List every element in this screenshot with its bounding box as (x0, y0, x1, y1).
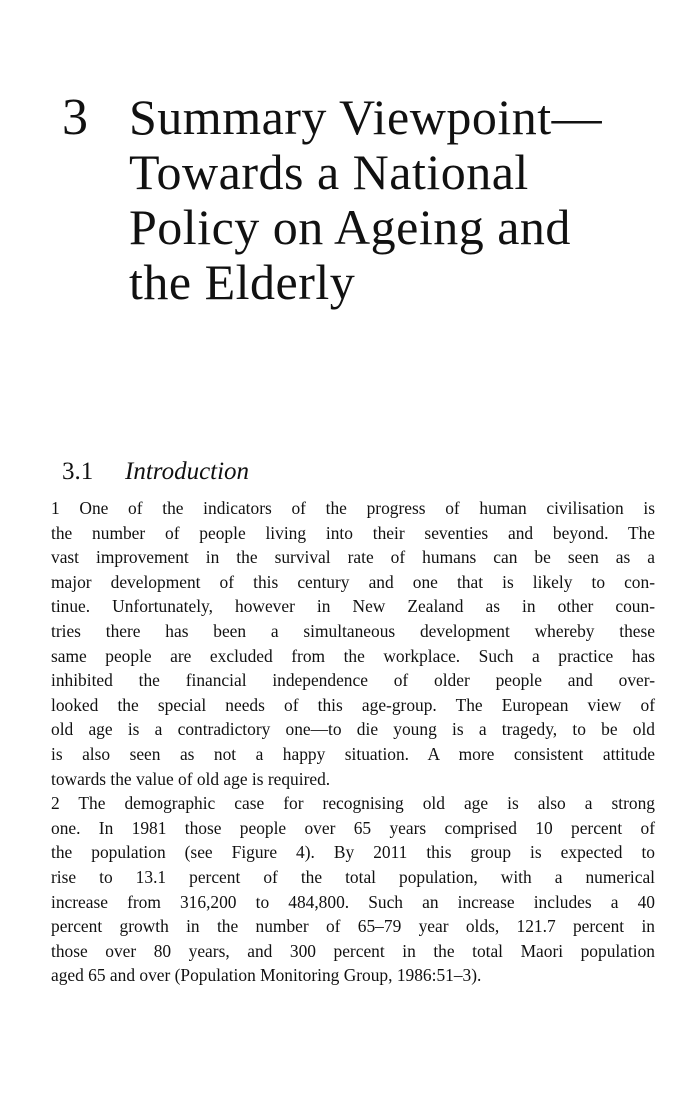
body-text (51, 496, 655, 988)
chapter-title (129, 90, 689, 310)
section-title: Introduction (125, 458, 250, 485)
paragraph-1 (51, 496, 655, 791)
text-line: inhibited the financial independence of older people and over- (51, 670, 655, 691)
text-line: 1 One of the indicators of the progress of human civilisation is (51, 498, 655, 518)
text-line: vast improvement in the survival rate of humans can be seen as a (51, 547, 655, 568)
text-line: the number of people living into their seventies and beyond. The (51, 522, 655, 543)
text-line: same people are excluded from the workplace. Such a practice has (51, 645, 655, 666)
text-line: 2 The demographic case for recognising old age is also a strong (51, 793, 655, 814)
text-line: increase from 316,200 to 484,800. Such an increase includes a 40 (51, 891, 655, 912)
text-line: looked the special needs of this age-group. The European view of (51, 694, 655, 715)
text-line: those over 80 years, and 300 percent in the total Maori population (51, 940, 655, 961)
text-line: the population (see Figure 4). By 2011 this group is expected to (51, 842, 655, 863)
section-number: 3.1 (62, 458, 94, 485)
paragraph-2 (51, 791, 655, 988)
chapter-number: 3 (62, 89, 88, 146)
section-heading (62, 457, 249, 487)
chapter-title-line: the Elderly (129, 254, 356, 310)
text-line: rise to 13.1 percent of the total population, with a numerical (51, 866, 655, 887)
text-line: major development of this century and one that is likely to con- (51, 571, 655, 592)
text-line: is also seen as not a happy situation. A more consistent attitude (51, 743, 655, 764)
text-line: towards the value of old age is required. (51, 768, 331, 789)
text-line: percent growth in the number of 65–79 year olds, 121.7 percent in (51, 916, 655, 937)
text-line: old age is a contradictory one—to die young is a tragedy, to be old (51, 719, 655, 740)
text-line: one. In 1981 those people over 65 years comprised 10 percent of (51, 817, 655, 838)
chapter-title-line: Towards a National (129, 144, 529, 200)
text-line: tries there has been a simultaneous development whereby these (51, 620, 655, 641)
chapter-title-line: Summary Viewpoint— (129, 89, 603, 145)
chapter-title-line: Policy on Ageing and (129, 199, 571, 255)
text-line: aged 65 and over (Population Monitoring Group, 1986:51–3). (51, 965, 482, 986)
text-line: tinue. Unfortunately, however in New Zealand as in other coun- (51, 596, 655, 617)
